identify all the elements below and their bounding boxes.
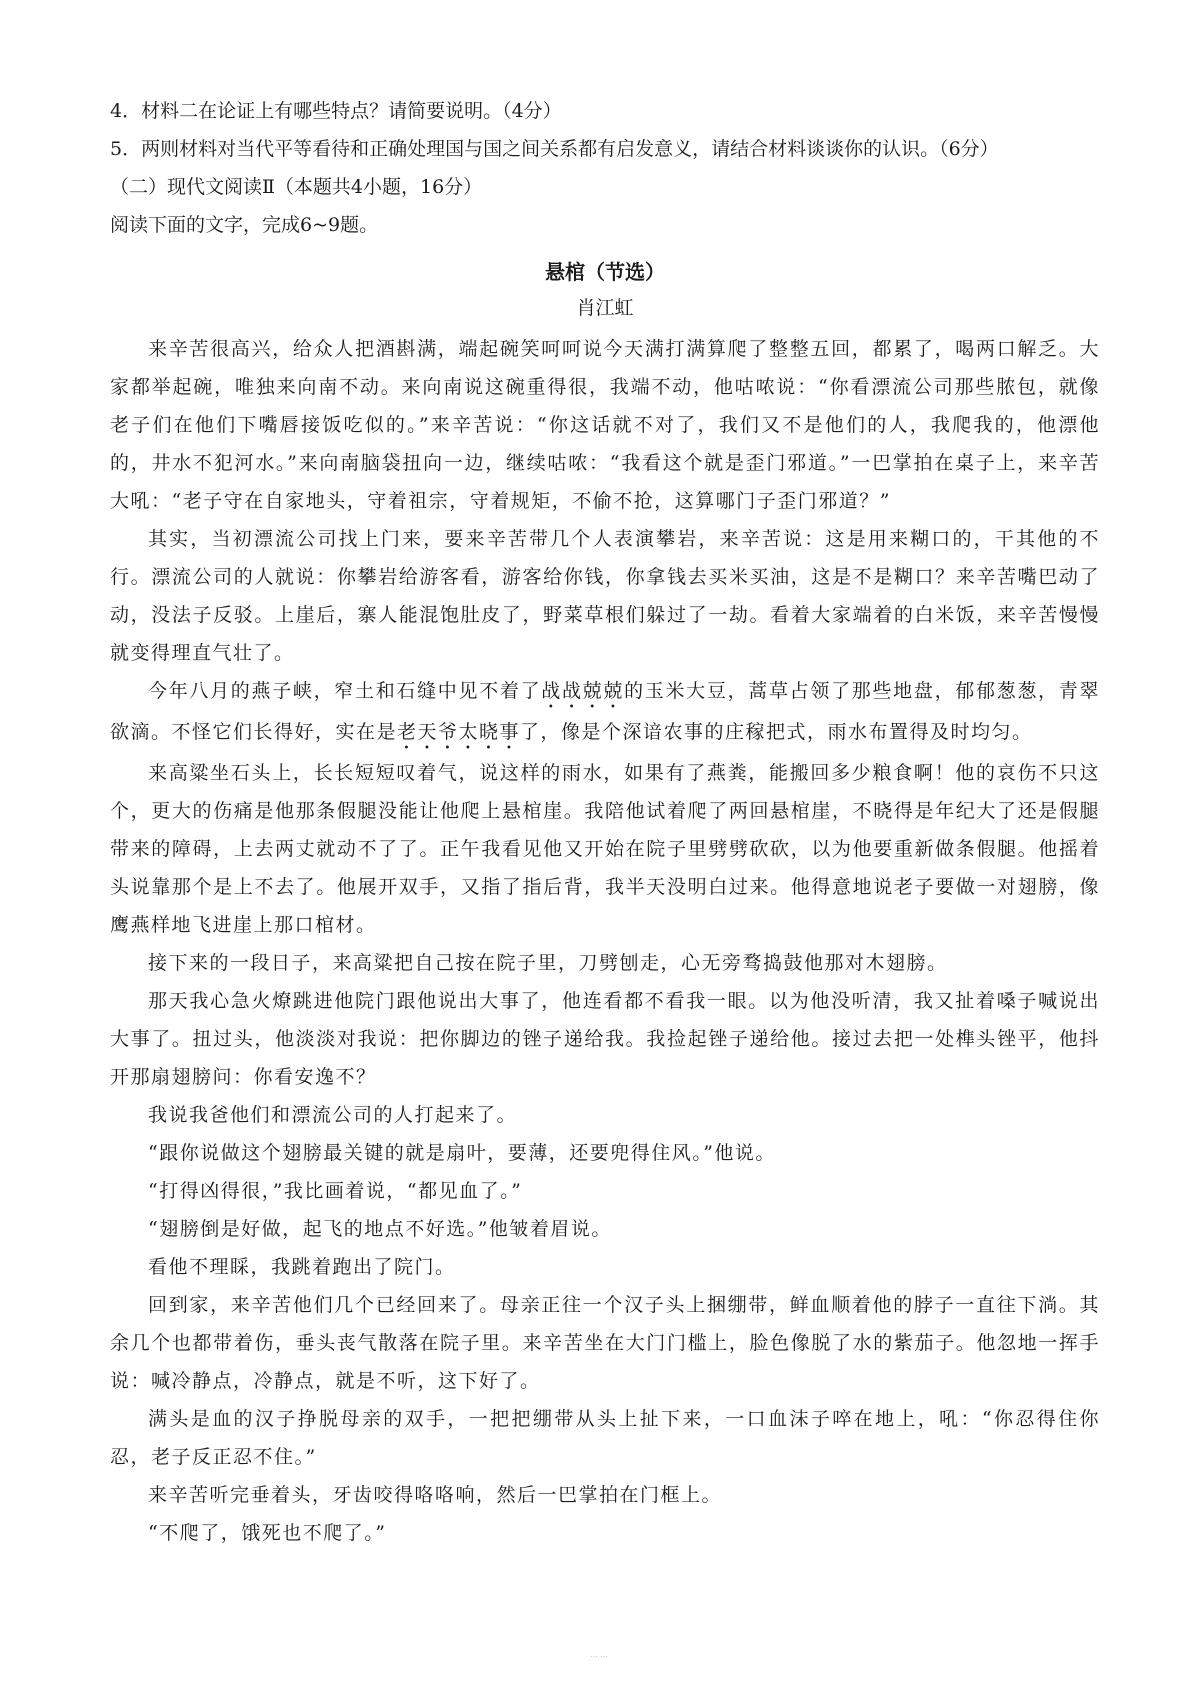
paragraph: 接下来的一段日子，来高粱把自己按在院子里，刀劈刨走，心无旁骛捣鼓他那对木翅膀。 bbox=[148, 952, 948, 974]
paragraph: “不爬了，饿死也不爬了。” bbox=[148, 1522, 387, 1544]
paragraph: 满头是血的汉子挣脱母亲的双手，一把把绷带从头上扯下来，一口血沫子啐在地上，吼：“你忍得住你忍，老子反正忍不住。” bbox=[110, 1408, 1100, 1468]
paragraph: 回到家，来辛苦他们几个已经回来了。母亲正往一个汉子头上捆绷带，鲜血顺着他的脖子一直往下淌。其余几个也都带着伤，垂头丧气散落在院子里。来辛苦坐在大门门槛上，脸色像脱了水的紫茄子。他忽地一挥手说：喊冷静点，冷静点，就是不听，这下好了。 bbox=[110, 1294, 1100, 1392]
paragraph: “打得凶得很，”我比画着说，“都见血了。” bbox=[148, 1180, 523, 1202]
paragraph: 来辛苦很高兴，给众人把酒斟满，端起碗笑呵呵说今天满打满算爬了整整五回，都累了，喝两口解乏。大家都举起碗，唯独来向南不动。来向南说这碗重得很，我端不动，他咕哝说：“你看漂流公司那些脓包，就像老子们在他们下嘴唇接饭吃似的。”来辛苦说：“你这话就不对了，我们又不是他们的人，我爬我的，他漂他的，井水不犯河水。”来向南脑袋扭向一边，继续咕哝：“我看这个就是歪门邪道。”一巴掌拍在桌子上，来辛苦大吼：“老子守在自家地头，守着祖宗，守着规矩，不偷不抢，这算哪门子歪门邪道？” bbox=[110, 338, 1100, 512]
paragraph: 那天我心急火燎跳进他院门跟他说出大事了，他连看都不看我一眼。以为他没听清，我又扯着嗓子喊说出大事了。扭过头，他淡淡对我说：把你脚边的锉子递给我。我捡起锉子递给他。接过去把一处榫头锉平，他抖开那扇翅膀问：你看安逸不？ bbox=[110, 990, 1100, 1088]
article-title: 悬棺（节选） bbox=[545, 260, 665, 284]
paragraph: 来高粱坐石头上，长长短短叹着气，说这样的雨水，如果有了燕粪，能搬回多少粮食啊！他的哀伤不只这个，更大的伤痛是他那条假腿没能让他爬上悬棺崖。我陪他试着爬了两回悬棺崖，不晓得是年纪大了还是假腿带来的障碍，上去两丈就动不了了。正午我看见他又开始在院子里劈劈砍砍，以为他要重新做条假腿。他摇着头说靠那个是上不去了。他展开双手，又指了指后背，我半天没明白过来。他得意地说老子要做一对翅膀，像鹰燕样地飞进崖上那口棺材。 bbox=[110, 762, 1100, 936]
paragraph: 我说我爸他们和漂流公司的人打起来了。 bbox=[148, 1104, 518, 1126]
paragraph-with-emphasis bbox=[110, 672, 1100, 754]
reading-instruction: 阅读下面的文字，完成6~9题。 bbox=[110, 214, 379, 236]
question-5: 5．两则材料对当代平等看待和正确处理国与国之间关系都有启发意义，请结合材料谈谈你的认识。（6分） bbox=[110, 138, 999, 160]
paragraph: “翅膀倒是好做，起飞的地点不好选。”他皱着眉说。 bbox=[148, 1218, 612, 1240]
emphasized-phrase: 老天爷太晓事 bbox=[397, 721, 521, 743]
footer-mark: …… bbox=[590, 1650, 610, 1659]
page-content bbox=[110, 92, 1100, 1552]
question-4: 4．材料二在论证上有哪些特点？请简要说明。（4分） bbox=[110, 100, 562, 122]
paragraph-text: 的玉米大豆，蒿草占领了那些地盘，郁郁葱葱，青翠欲滴。不怪它们长得好，实在是 bbox=[110, 680, 1100, 743]
paragraph-text: 了，像是个深谙农事的庄稼把式，雨水布置得及时均匀。 bbox=[520, 721, 1033, 743]
article-author: 肖江虹 bbox=[576, 297, 634, 319]
paragraph: “跟你说做这个翅膀最关键的就是扇叶，要薄，还要兜得住风。”他说。 bbox=[148, 1142, 776, 1164]
emphasized-phrase: 战战兢兢 bbox=[541, 680, 625, 702]
paragraph: 来辛苦听完垂着头，牙齿咬得咯咯响，然后一巴掌拍在门框上。 bbox=[148, 1484, 723, 1506]
section-heading: （二）现代文阅读Ⅱ（本题共4小题，16分） bbox=[110, 176, 483, 198]
paragraph-text: 今年八月的燕子峡，窄土和石缝中见不着了 bbox=[148, 680, 542, 702]
paragraph: 看他不理睬，我跳着跑出了院门。 bbox=[148, 1256, 456, 1278]
paragraph: 其实，当初漂流公司找上门来，要来辛苦带几个人表演攀岩，来辛苦说：这是用来糊口的，干其他的不行。漂流公司的人就说：你攀岩给游客看，游客给你钱，你拿钱去买米买油，这是不是糊口？来辛苦嘴巴动了动，没法子反驳。上崖后，寨人能混饱肚皮了，野菜草根们躲过了一劫。看着大家端着的白米饭，来辛苦慢慢就变得理直气壮了。 bbox=[110, 528, 1100, 664]
